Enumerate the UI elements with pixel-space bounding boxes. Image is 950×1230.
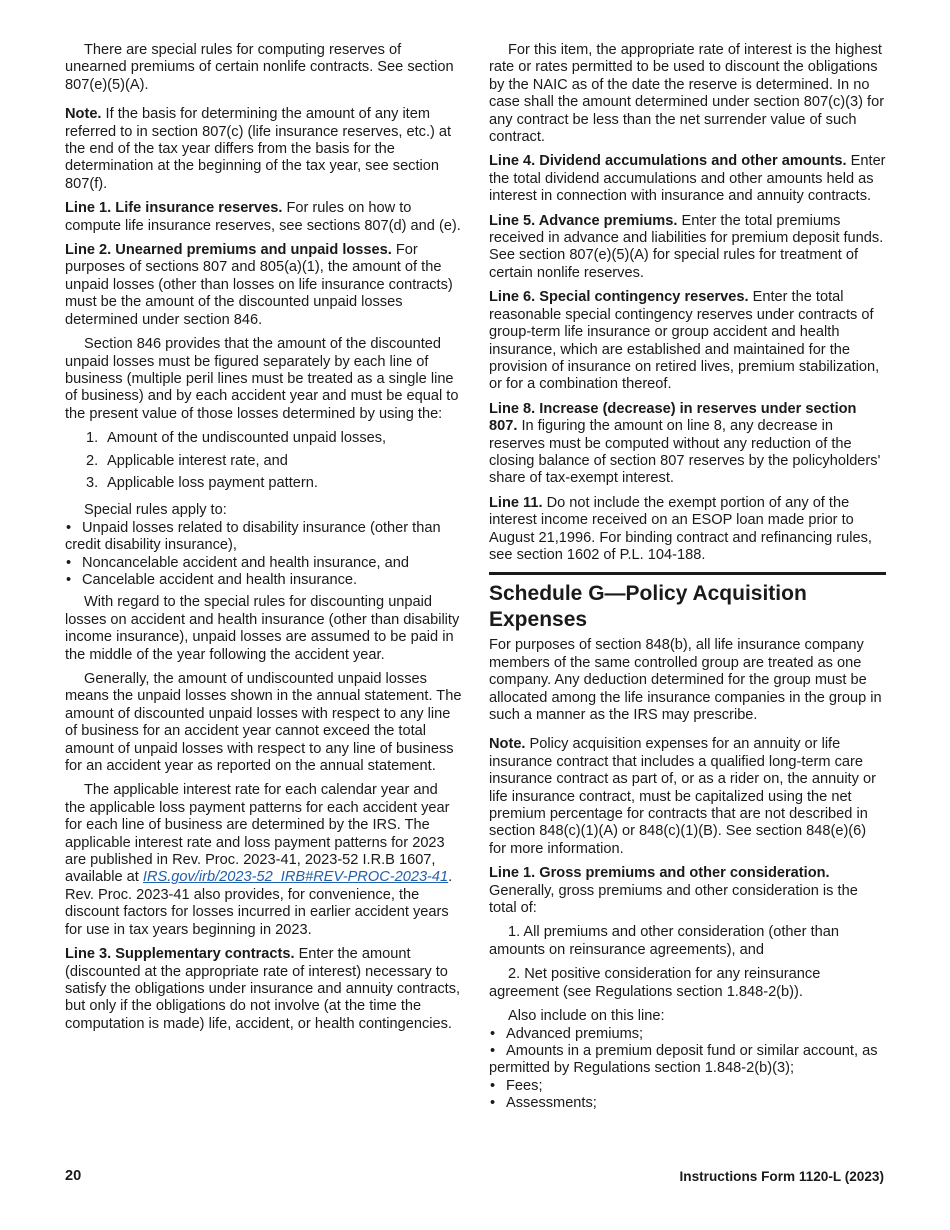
list-item [65,430,462,447]
intro-paragraph: There are special rules for computing reserves of unearned premiums of certain nonlife contracts. See section 807(e)(5)(A). [65,42,454,93]
line4-paragraph [489,153,886,205]
line2-text: For purposes of sections 807 and 805(a)(1), the amount of the unpaid losses (other than losses on life insurance contracts) must be the amount of the discounted unpaid losses determined under section 846. [65,242,453,328]
bullet-icon: • [490,1042,496,1059]
line3-text: Enter the amount (discounted at the appropriate rate of interest) necessary to satisfy the obligations under insurance and annuity contracts, but only if the obligations do not involve (at the time the computation is made) life, accident, or health contingencies. [65,946,461,1032]
generally-paragraph: Generally, the amount of undiscounted unpaid losses means the unpaid losses shown in the annual statement. The amount of discounted unpaid losses with respect to any line of business for an accident year cannot exceed the total amount of unpaid losses with respect to any line of business for an accident year as reported on the annual statement. [65,671,462,775]
list-item [65,475,462,492]
note-label: Note. [489,736,526,753]
list-number: 1. [86,430,99,447]
note-text: If the basis for determining the amount of any item referred to in section 807(c) (life insurance reserves, etc.) at the end of the tax year differs from the basis for the determination at the beginning of the tax year, see section 807(f). [65,106,452,192]
g-line1-text: Generally, gross premiums and other consideration is the total of: [489,882,858,917]
bullet-text: Advanced premiums; [506,1025,644,1042]
bullet-icon: • [66,519,72,536]
line5-text: Enter the total premiums received in advance and liabilities for premium deposit funds. See section 807(e)(5)(A) for special rules for treatment of certain nonlife reserves. [489,212,884,281]
line11-heading: Line 11. [489,494,543,511]
list-item [65,453,462,470]
note-paragraph [65,106,462,193]
section-846-paragraph: Section 846 provides that the amount of the discounted unpaid losses must be figured separately by each line of business (multiple peril lines must be treated as a single line of business) and by each accident year and must be equal to the present value of those losses determined by using the: [65,336,459,422]
line3-heading: Line 3. Supplementary contracts. [65,946,295,963]
bullet-icon: • [66,554,72,571]
line4-text: Enter the total dividend accumulations and other amounts held as interest in connection with insurance and annuity contracts. [489,153,886,205]
special-rules-intro: Special rules apply to: [84,502,227,519]
line5-paragraph [489,213,886,283]
note-text: Policy acquisition expenses for an annuity or life insurance contract that includes a qualified long-term care insurance contract as part of, or as a rider on, the annuity or life insurance contract, must be capitalized using the net premium percentage for contracts that are not described in section 848(c)(1)(A) or 848(c)(1)(B). See section 848(e)(6) for more information. [489,736,876,857]
bullet-item [489,1026,886,1043]
interest-rate-text-continued: . Rev. Proc. 2023-41 also provides, for convenience, the discount factors for losses incurred in earlier accident years for use in tax years beginning in 2023. [65,869,453,938]
list-number: 2. [86,452,99,469]
list-number: 3. [86,474,99,491]
g-line1-paragraph [489,865,886,917]
list-text: Amount of the undiscounted unpaid losses, [107,430,387,447]
list-text: Applicable interest rate, and [107,452,288,469]
left-column [65,42,462,1040]
line6-paragraph [489,289,886,393]
bullet-text: Assessments; [506,1095,597,1112]
section-divider [489,572,886,575]
line6-heading: Line 6. Special contingency reserves. [489,289,749,306]
line11-text: Do not include the exempt portion of any of the interest income received on an ESOP loan made prior to August 21,1996. For binding contract and refinancing rules, see section 1602 of P.L. 104-188. [489,494,872,563]
line11-paragraph [489,495,886,565]
line2-paragraph [65,242,462,329]
line3-paragraph [65,946,462,1033]
interest-rate-text: The applicable interest rate for each calendar year and the applicable loss payment patterns for each accident year for each line of business are determined by the IRS. The applicable interest rate and loss payment patterns for 2023 are published in Rev. Proc. 2023-41, 2023-52 I.R.B 1607, available at [65,782,450,886]
bullet-item [489,1078,886,1095]
footer-form-title: Instructions Form 1120-L (2023) [679,1169,884,1184]
bullet-text: Fees; [506,1077,543,1094]
schedule-g-heading: Schedule G—Policy Acquisition Expenses [489,582,807,632]
line6-text: Enter the total reasonable special contingency reserves under contracts of group-term life insurance or group accident and health insurance, which are established and maintained for the provision of insurance on retired lives, premium stabilization, or for a combination thereof. [489,289,880,393]
g-list-item-2: 2. Net positive consideration for any reinsurance agreement (see Regulations section 1.848-2(b)). [489,966,821,1000]
interest-item-paragraph: For this item, the appropriate rate of interest is the highest rate or rates permitted to be used to discount the obligations by the NAIC as of the date the reserve is determined. In no case shall the amount determined under section 807(c)(3) for any contract be less than the net surrender value of such contract. [489,42,885,146]
line1-paragraph [65,200,462,235]
bullet-item [489,1043,886,1078]
schedule-g-note [489,736,886,858]
line4-heading: Line 4. Dividend accumulations and other amounts. [489,153,847,170]
regard-paragraph: With regard to the special rules for discounting unpaid losses on accident and health insurance (other than disability income insurance), unpaid losses are assumed to be paid in the middle of the year following the accident year. [65,594,460,663]
irb-link[interactable]: IRS.gov/irb/2023-52_IRB#REV-PROC-2023-41 [142,869,449,886]
bullet-item [489,1095,886,1112]
right-column [489,42,886,1113]
bullet-text: Noncancelable accident and health insurance, and [82,554,409,571]
line1-heading: Line 1. Life insurance reserves. [65,200,283,217]
bullet-icon: • [490,1095,496,1112]
note-label: Note. [65,106,102,123]
g-line1-heading: Line 1. Gross premiums and other consideration. [489,865,830,882]
schedule-g-intro: For purposes of section 848(b), all life insurance company members of the same controlled group are treated as one company. Any deduction determined for the group must be allocated among the life insurance companies in the group in such a manner as the IRS may prescribe. [489,637,882,723]
line2-heading: Line 2. Unearned premiums and unpaid losses. [65,242,392,259]
interest-rate-paragraph [65,782,462,939]
bullet-text: Amounts in a premium deposit fund or similar account, as permitted by Regulations section 1.848-2(b)(3); [489,1042,878,1077]
bullet-icon: • [490,1077,496,1094]
line8-paragraph [489,401,886,488]
page-number: 20 [65,1168,82,1184]
line8-heading: Line 8. Increase (decrease) in reserves under section 807. [489,400,857,435]
g-list-item-1: 1. All premiums and other consideration (other than amounts on reinsurance agreements), and [489,924,839,958]
line1-text: For rules on how to compute life insurance reserves, see sections 807(d) and (e). [65,200,461,234]
bullet-icon: • [490,1025,496,1042]
bullet-item [65,572,462,589]
bullet-item [65,555,462,572]
bullet-text: Cancelable accident and health insurance. [82,571,358,588]
line8-text: In figuring the amount on line 8, any decrease in reserves must be computed without any reduction of the closing balance of section 807 reserves by the policyholders' share of tax-exempt interest. [489,418,881,487]
list-text: Applicable loss payment pattern. [107,474,318,491]
bullet-text: Unpaid losses related to disability insurance (other than credit disability insurance), [65,519,441,554]
line5-heading: Line 5. Advance premiums. [489,212,678,229]
bullet-icon: • [66,571,72,588]
bullet-item [65,520,462,555]
also-include-intro: Also include on this line: [508,1008,665,1025]
